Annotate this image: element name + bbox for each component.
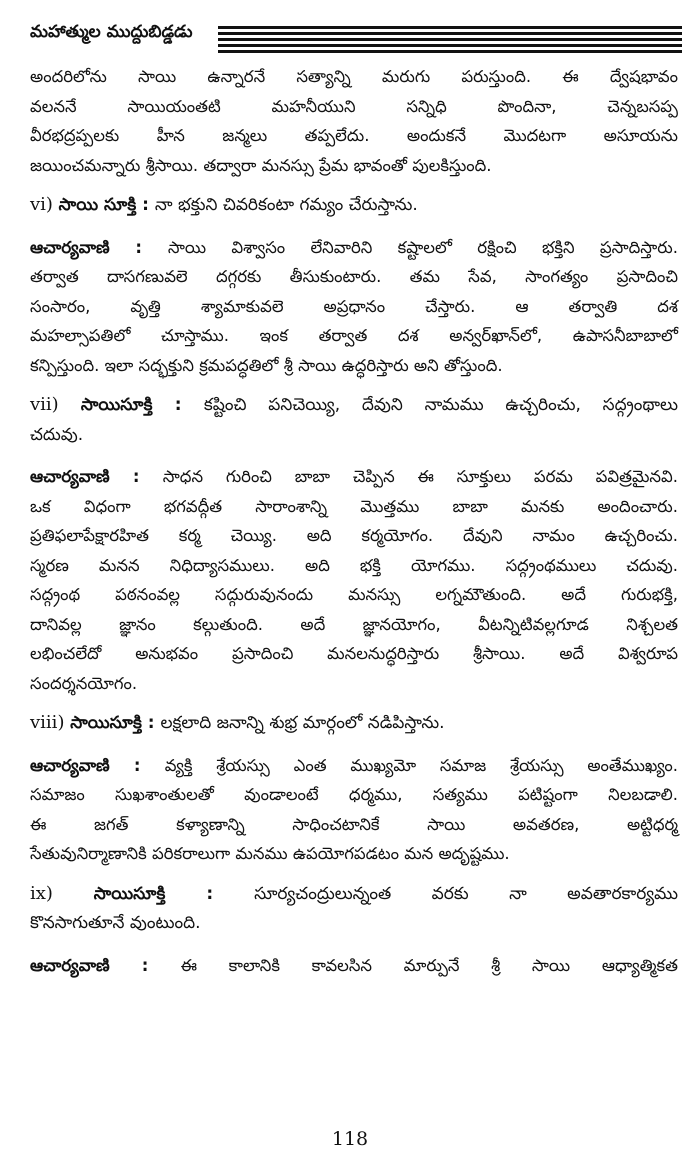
text-line [30, 492, 678, 522]
sai-sukti-paragraph [30, 879, 678, 939]
sukti-number: ix) [30, 882, 94, 904]
body-paragraph [30, 62, 678, 180]
text-line [30, 708, 678, 739]
text-line [30, 610, 678, 640]
text-line [30, 62, 678, 92]
line-text: కొనసాగుతూనే వుంటుంది. [30, 913, 201, 933]
line-text: వలననే సాయియంతటి మహనీయుని సన్నిధి పొందినా, చెన్నబసప్ప [30, 96, 678, 116]
line-text: మహల్సాపతిలో చూస్తాము. ఇంక తర్వాత దశ అన్వర్‌ఖాన్‌లో, ఉపాసనీబాబాలో [30, 326, 678, 345]
line-text: సంసారం, వృత్తి శ్యామాకువలె అప్రధానం చేస్తారు. ఆ తర్వాతి దశ [30, 296, 678, 316]
text-line [30, 810, 678, 840]
text-line [30, 351, 678, 381]
text-line [30, 780, 678, 810]
line-text: వీరభద్రప్పలకు హీన జన్మలు తప్పలేదు. అందుకనే మొదటగా అసూయను [30, 126, 678, 145]
page-number: 118 [331, 1128, 369, 1150]
sukti-label: సాయిసూక్తి : [93, 883, 255, 904]
line-text: సాయి విశ్వాసం లేనివారిని కష్టాలలో రక్షించి భక్తిని ప్రసాదిస్తారు. [167, 237, 678, 257]
line-text: జయించమన్నారు శ్రీసాయి. తద్వారా మనస్సు ప్రేమ భావంతో పులకిస్తుంది. [30, 155, 492, 175]
line-text: సద్గ్రంథ పఠనంవల్ల సద్గురువునందు మనస్సు లగ్నమౌతుంది. అదే గురుభక్తి, [30, 585, 678, 604]
sai-sukti-paragraph [30, 190, 678, 221]
line-text: కన్పిస్తుంది. ఇలా సద్భక్తుని క్రమపద్ధతిలో శ్రీ సాయి ఉద్ధరిస్తారు అని తోస్తుంది. [30, 355, 503, 375]
sai-sukti-paragraph [30, 708, 678, 739]
acharyavani-paragraph [30, 951, 678, 981]
sukti-number: vi) [30, 194, 59, 215]
acharyavani-paragraph [30, 233, 678, 381]
text-line [30, 121, 678, 151]
text-line [30, 233, 678, 263]
line-text: అందరిలోను సాయి ఉన్నారనే సత్యాన్ని మరుగు పరుస్తుంది. ఈ ద్వేషభావం [30, 67, 678, 86]
text-line [30, 262, 678, 292]
sukti-label: సాయిసూక్తి : [80, 395, 204, 415]
line-text: ఈ జగత్ కళ్యాణాన్ని సాధించటానికే సాయి అవతరణ, అట్టిధర్మ [30, 814, 678, 834]
page-body [30, 62, 678, 988]
acharyavani-paragraph [30, 462, 678, 698]
text-line [30, 321, 678, 351]
line-text: సమాజం సుఖశాంతులతో వుండాలంటే ధర్మము, సత్యము పటిష్టంగా నిలబడాలి. [30, 785, 678, 804]
line-text: ఒక విధంగా భగవద్గీత సారాంశాన్ని మొత్తము బాబా మనకు అందించారు. [30, 496, 678, 516]
acharyavani-label: ఆచార్యవాణి : [30, 237, 168, 257]
line-text: వ్యక్తి శ్రేయస్సు ఎంత ముఖ్యమో సమాజ శ్రేయస్సు అంతేముఖ్యం. [164, 755, 678, 775]
line-text: ఈ కాలానికి కావలసిన మార్పునే శ్రీ సాయి ఆధ్యాత్మికత [180, 955, 678, 975]
text-line [30, 551, 678, 581]
acharyavani-label: ఆచార్యవాణి : [30, 955, 181, 975]
text-line [30, 580, 678, 610]
line-text: దానివల్ల జ్ఞానం కల్గుతుంది. అదే జ్ఞానయోగం, వీటన్నిటివల్లగూడ నిశ్చలత [30, 614, 678, 634]
sukti-label: సాయిసూక్తి : [70, 713, 161, 733]
text-line [30, 521, 678, 551]
text-line [30, 839, 678, 869]
acharyavani-label: ఆచార్యవాణి : [30, 467, 163, 486]
text-line [30, 751, 678, 781]
text-line [30, 909, 678, 939]
header-rule-lines [218, 26, 682, 56]
line-text: సేతువునిర్మాణానికి పరికరాలుగా మనము ఉపయోగపడటం మన అదృష్టము. [30, 844, 510, 863]
acharyavani-paragraph [30, 751, 678, 869]
line-text: లక్షలాది జనాన్ని శుభ్ర మార్గంలో నడిపిస్తాను. [160, 713, 445, 733]
text-line [30, 190, 678, 221]
sai-sukti-paragraph [30, 390, 678, 450]
line-text: ప్రతిఫలాపేక్షారహిత కర్మ చెయ్యి. అది కర్మయోగం. దేవుని నామం ఉచ్చరించు. [30, 526, 678, 545]
acharyavani-label: ఆచార్యవాణి : [30, 755, 165, 775]
text-line [30, 639, 678, 669]
text-line [30, 151, 678, 181]
text-line [30, 92, 678, 122]
line-text: స్మరణ మనన నిధిద్యాసములు. అది భక్తి యోగము. సద్గ్రంథములు చదువు. [30, 555, 678, 575]
text-line [30, 390, 678, 421]
text-line [30, 951, 678, 981]
line-text: కష్టించి పనిచెయ్యి, దేవుని నామము ఉచ్చరించు, సద్గ్రంథాలు [203, 395, 678, 415]
text-line [30, 421, 678, 451]
line-text: సూర్యచంద్రులున్నంత వరకు నా అవతారకార్యము [254, 883, 679, 904]
text-line [30, 292, 678, 322]
sukti-number: vii) [30, 394, 81, 415]
book-title: మహాత్ముల ముద్దుబిడ్డడు [30, 22, 193, 42]
text-line [30, 669, 678, 699]
line-text: నా భక్తుని చివరికంటా గమ్యం చేరుస్తాను. [154, 195, 418, 215]
line-text: తర్వాత దాసగణువలె దగ్గరకు తీసుకుంటారు. తమ సేవ, సాంగత్యం ప్రసాదించి [30, 267, 678, 286]
line-text: లభించలేదో అనుభవం ప్రసాదించి మనలనుద్ధరిస్తారు శ్రీసాయి. అదే విశ్వరూప [30, 644, 678, 663]
sukti-label: సాయి సూక్తి : [58, 195, 155, 215]
line-text: సాధన గురించి బాబా చెప్పిన ఈ సూక్తులు పరమ పవిత్రమైనవి. [162, 467, 678, 486]
line-text: సందర్శనయోగం. [30, 673, 138, 693]
sukti-number: viii) [30, 712, 71, 733]
line-text: చదువు. [30, 424, 84, 445]
text-line [30, 462, 678, 492]
text-line [30, 879, 678, 910]
running-header [30, 20, 682, 54]
